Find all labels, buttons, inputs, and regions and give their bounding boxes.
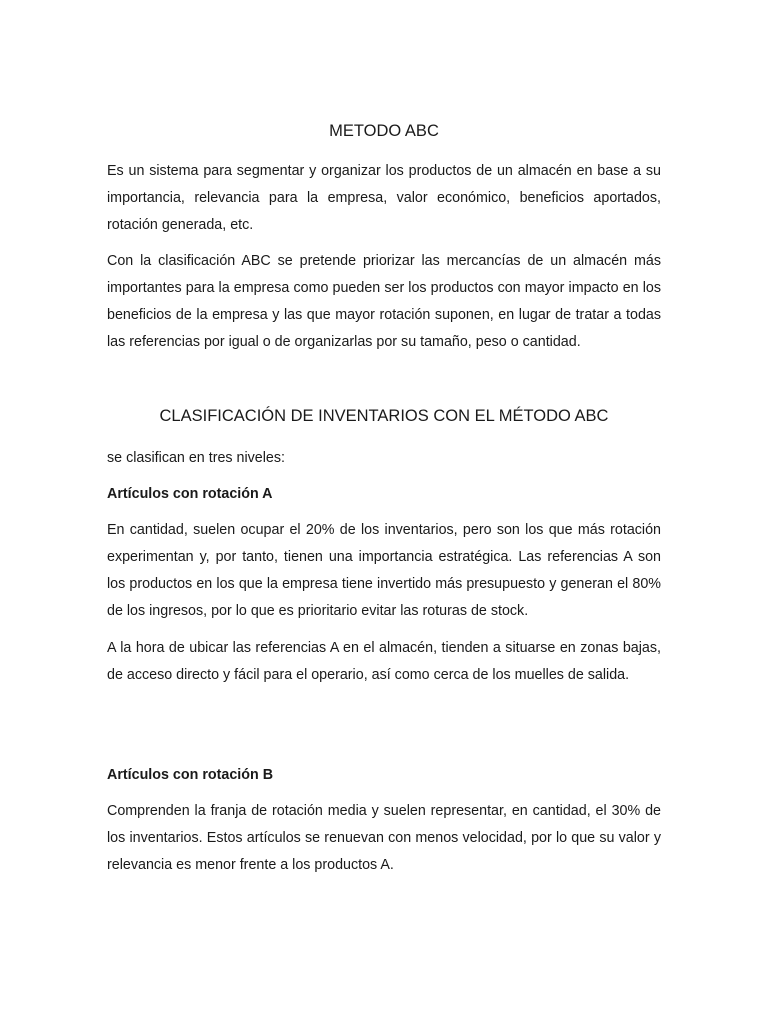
section-title: CLASIFICACIÓN DE INVENTARIOS CON EL MÉTODO ABC [159,407,609,425]
category-a-heading: Artículos con rotación A [107,486,273,502]
intro-paragraph-2: Con la clasificación ABC se pretende priorizar las mercancías de un almacén más importantes para la empresa como pueden ser los productos con mayor impacto en los beneficios de la empresa y las que mayor rotación suponen, en lugar de tratar a todas las referencias por igual o de organizarlas por su tamaño, peso o cantidad. [107,253,661,350]
section-intro: se clasifican en tres niveles: [107,450,285,466]
category-a-paragraph-2: A la hora de ubicar las referencias A en el almacén, tienden a situarse en zonas bajas, de acceso directo y fácil para el operario, así como cerca de los muelles de salida. [107,640,661,683]
category-b-heading: Artículos con rotación B [107,767,274,783]
category-b-paragraph-1: Comprenden la franja de rotación media y suelen representar, en cantidad, el 30% de los inventarios. Estos artículos se renuevan con menos velocidad, por lo que su valor y relevancia es menor frente a los productos A. [107,803,661,873]
category-a-paragraph-1: En cantidad, suelen ocupar el 20% de los inventarios, pero son los que más rotación experimentan y, por tanto, tienen una importancia estratégica. Las referencias A son los productos en los que la empresa tiene invertido más presupuesto y generan el 80% de los ingresos, por lo que es prioritario evitar las roturas de stock. [107,522,661,619]
document-title: METODO ABC [329,122,439,140]
intro-paragraph-1: Es un sistema para segmentar y organizar los productos de un almacén en base a su importancia, relevancia para la empresa, valor económico, beneficios aportados, rotación generada, etc. [107,163,661,233]
